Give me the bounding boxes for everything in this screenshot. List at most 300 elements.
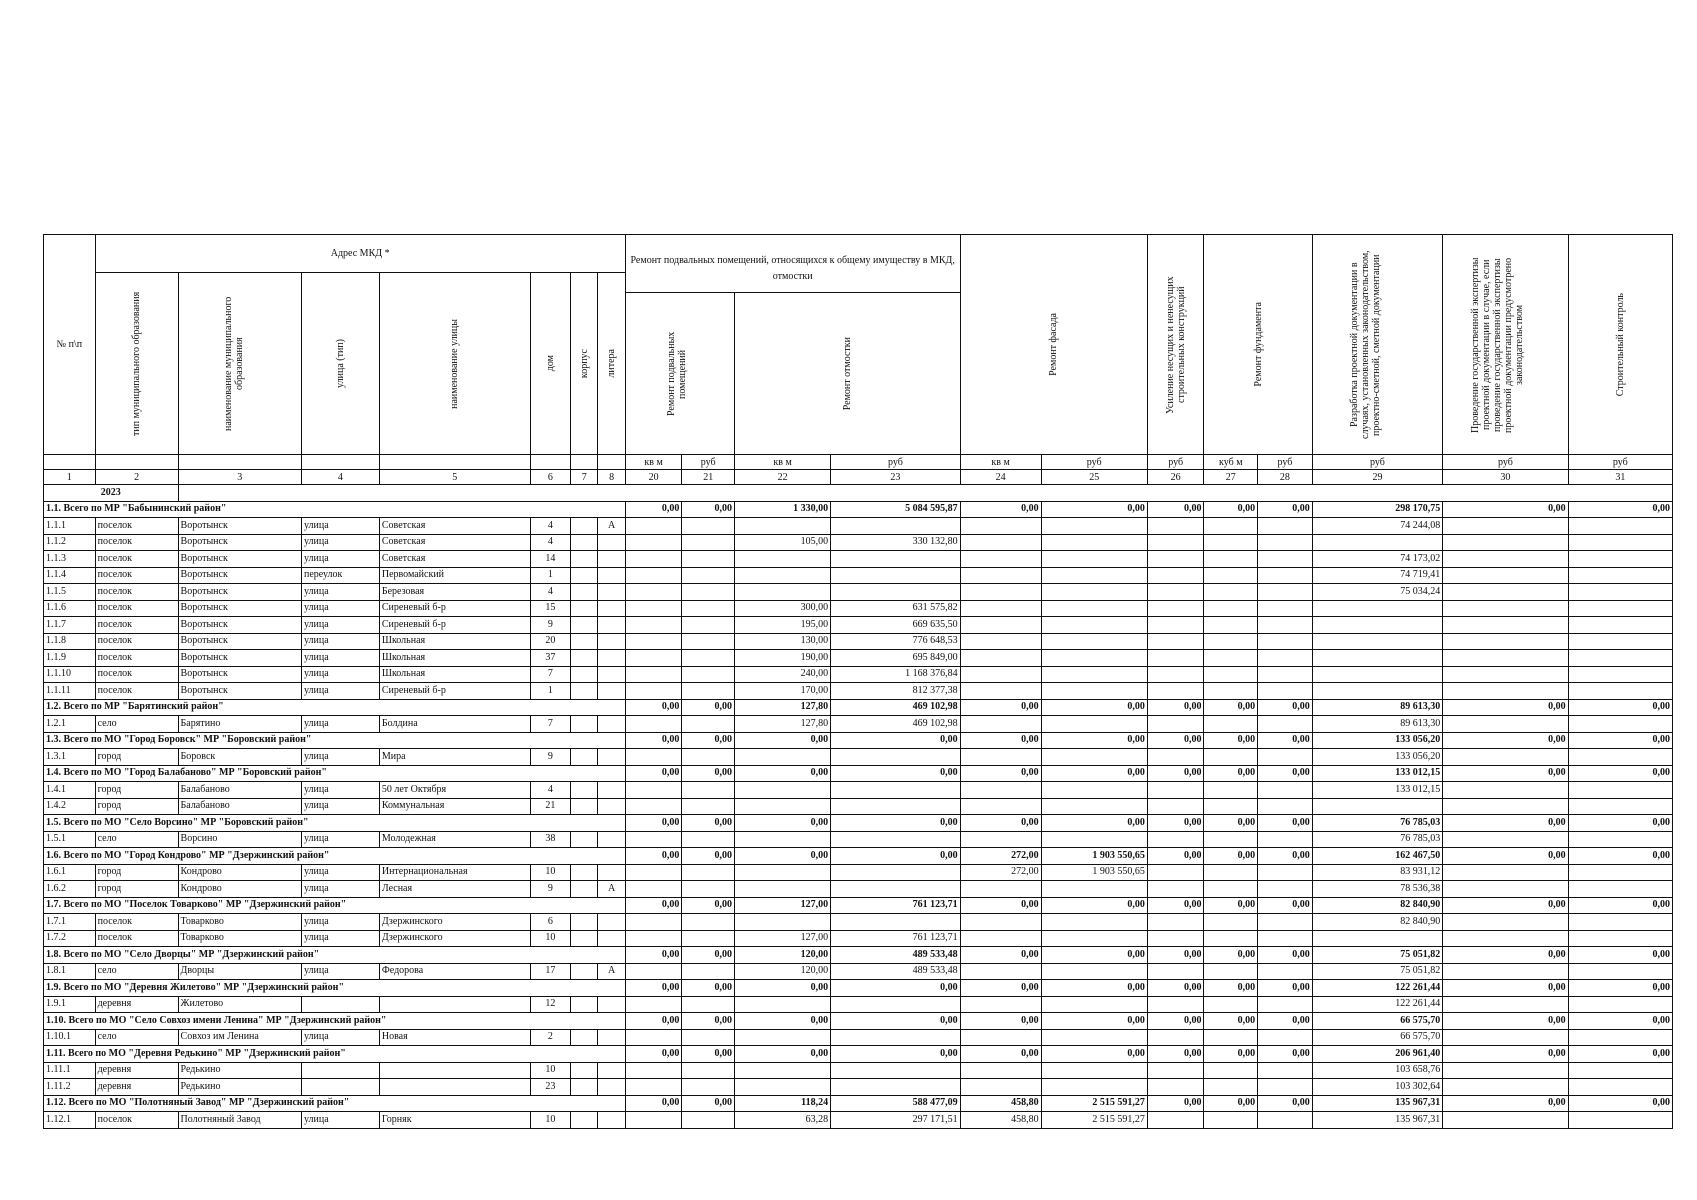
street-type: улица <box>301 617 379 634</box>
subtotal-title: 1.1. Всего по МР "Бабынинский район" <box>44 501 626 518</box>
value-cell <box>1041 584 1147 601</box>
value-cell <box>1147 930 1204 947</box>
mo-type: поселок <box>95 551 178 568</box>
house-number: 9 <box>530 881 570 898</box>
value-cell: 0,00 <box>625 947 682 964</box>
table-row <box>44 963 1673 980</box>
value-cell <box>1204 1079 1258 1096</box>
building-number <box>571 716 598 733</box>
value-cell: 0,00 <box>1258 1046 1313 1063</box>
value-cell: 761 123,71 <box>831 897 961 914</box>
value-cell <box>831 864 961 881</box>
value-cell <box>1258 782 1313 799</box>
value-cell <box>625 996 682 1013</box>
value-cell: 162 467,50 <box>1312 848 1443 865</box>
house-number: 10 <box>530 930 570 947</box>
value-cell <box>1204 567 1258 584</box>
value-cell <box>1041 914 1147 931</box>
value-cell: 0,00 <box>1443 1013 1568 1030</box>
house-number: 7 <box>530 716 570 733</box>
column-number: 23 <box>831 470 961 485</box>
value-cell <box>960 749 1041 766</box>
value-cell <box>1568 996 1672 1013</box>
value-cell <box>1568 683 1672 700</box>
value-cell <box>682 963 735 980</box>
building-number <box>571 864 598 881</box>
value-cell: 127,80 <box>735 699 831 716</box>
value-cell: 0,00 <box>1041 765 1147 782</box>
value-cell <box>1147 798 1204 815</box>
value-cell <box>1041 996 1147 1013</box>
street-type: улица <box>301 798 379 815</box>
street-name: Горняк <box>379 1112 530 1129</box>
subtotal-row <box>44 501 1673 518</box>
table-header <box>44 235 1673 485</box>
mo-name: Редькино <box>178 1062 301 1079</box>
subtotal-title: 1.10. Всего по МО "Село Совхоз имени Ленина" МР "Дзержинский район" <box>44 1013 626 1030</box>
value-cell <box>625 584 682 601</box>
value-cell: 0,00 <box>1204 815 1258 832</box>
value-cell: 0,00 <box>682 897 735 914</box>
value-cell <box>625 650 682 667</box>
value-cell <box>1568 881 1672 898</box>
row-number: 1.1.10 <box>44 666 96 683</box>
letter <box>598 1112 625 1129</box>
value-cell: 190,00 <box>735 650 831 667</box>
row-number: 1.9.1 <box>44 996 96 1013</box>
street-type: улица <box>301 633 379 650</box>
value-cell <box>960 600 1041 617</box>
value-cell: 78 536,38 <box>1312 881 1443 898</box>
street-name: Федорова <box>379 963 530 980</box>
value-cell <box>1568 864 1672 881</box>
value-cell: 0,00 <box>1147 848 1204 865</box>
value-cell <box>1443 666 1568 683</box>
subtotal-title: 1.6. Всего по МО "Город Кондрово" МР "Дзержинский район" <box>44 848 626 865</box>
value-cell: 0,00 <box>735 815 831 832</box>
street-type: улица <box>301 782 379 799</box>
value-cell <box>1204 683 1258 700</box>
value-cell <box>1204 996 1258 1013</box>
value-cell <box>1204 930 1258 947</box>
value-cell: 0,00 <box>831 765 961 782</box>
value-cell <box>682 930 735 947</box>
value-cell: 105,00 <box>735 534 831 551</box>
header-letter: литера <box>598 273 625 455</box>
value-cell <box>960 782 1041 799</box>
house-number: 10 <box>530 864 570 881</box>
value-cell: 0,00 <box>625 980 682 997</box>
table-row <box>44 650 1673 667</box>
subtotal-title: 1.5. Всего по МО "Село Ворсино" МР "Боровский район" <box>44 815 626 832</box>
letter <box>598 600 625 617</box>
value-cell: 0,00 <box>1147 897 1204 914</box>
value-cell: 0,00 <box>1147 1095 1204 1112</box>
value-cell <box>1568 831 1672 848</box>
street-type: улица <box>301 584 379 601</box>
street-type <box>301 1079 379 1096</box>
mo-name: Воротынск <box>178 617 301 634</box>
mo-type: поселок <box>95 600 178 617</box>
value-cell <box>1147 749 1204 766</box>
building-number <box>571 881 598 898</box>
value-cell: 1 330,00 <box>735 501 831 518</box>
value-cell <box>682 782 735 799</box>
value-cell: 0,00 <box>1443 732 1568 749</box>
house-number: 15 <box>530 600 570 617</box>
mo-name: Товарково <box>178 930 301 947</box>
value-cell <box>682 584 735 601</box>
column-number: 31 <box>1568 470 1672 485</box>
letter <box>598 716 625 733</box>
mo-name: Совхоз им Ленина <box>178 1029 301 1046</box>
value-cell <box>625 1112 682 1129</box>
value-cell <box>1147 881 1204 898</box>
value-cell: 0,00 <box>682 848 735 865</box>
value-cell: 66 575,70 <box>1312 1029 1443 1046</box>
building-number <box>571 930 598 947</box>
value-cell <box>735 996 831 1013</box>
house-number: 23 <box>530 1079 570 1096</box>
value-cell <box>735 749 831 766</box>
value-cell <box>1147 1112 1204 1129</box>
value-cell <box>1041 963 1147 980</box>
column-number: 7 <box>571 470 598 485</box>
value-cell: 0,00 <box>682 815 735 832</box>
document-sheet <box>43 234 1673 1129</box>
house-number: 17 <box>530 963 570 980</box>
table-row <box>44 996 1673 1013</box>
value-cell: 0,00 <box>1568 1046 1672 1063</box>
table-row <box>44 633 1673 650</box>
mo-name: Воротынск <box>178 518 301 535</box>
value-cell <box>1443 831 1568 848</box>
value-cell: 0,00 <box>1568 501 1672 518</box>
mo-type: поселок <box>95 930 178 947</box>
value-cell <box>682 666 735 683</box>
value-cell <box>1258 567 1313 584</box>
column-number: 8 <box>598 470 625 485</box>
value-cell: 0,00 <box>960 947 1041 964</box>
value-cell: 0,00 <box>625 848 682 865</box>
value-cell: 0,00 <box>625 732 682 749</box>
value-cell: 82 840,90 <box>1312 897 1443 914</box>
subtotal-title: 1.9. Всего по МО "Деревня Жилетово" МР "Дзержинский район" <box>44 980 626 997</box>
value-cell <box>625 633 682 650</box>
value-cell: 330 132,80 <box>831 534 961 551</box>
value-cell: 170,00 <box>735 683 831 700</box>
value-cell <box>960 1062 1041 1079</box>
value-cell <box>1041 1062 1147 1079</box>
mo-name: Жилетово <box>178 996 301 1013</box>
street-type: улица <box>301 864 379 881</box>
value-cell: 76 785,03 <box>1312 831 1443 848</box>
value-cell: 127,80 <box>735 716 831 733</box>
value-cell <box>735 518 831 535</box>
value-cell <box>625 551 682 568</box>
value-cell <box>1568 716 1672 733</box>
row-number: 1.3.1 <box>44 749 96 766</box>
value-cell <box>625 914 682 931</box>
building-number <box>571 1029 598 1046</box>
value-cell: 0,00 <box>735 848 831 865</box>
header-construction-control: Строительный контроль <box>1568 235 1672 455</box>
value-cell <box>625 600 682 617</box>
value-cell: 0,00 <box>1258 765 1313 782</box>
value-cell <box>625 1079 682 1096</box>
value-cell: 489 533,48 <box>831 947 961 964</box>
unit-cell: руб <box>1568 455 1672 470</box>
value-cell <box>1204 617 1258 634</box>
row-number: 1.1.11 <box>44 683 96 700</box>
subtotal-row <box>44 1013 1673 1030</box>
value-cell <box>682 567 735 584</box>
house-number: 21 <box>530 798 570 815</box>
unit-cell: руб <box>1443 455 1568 470</box>
value-cell: 0,00 <box>1443 699 1568 716</box>
value-cell: 0,00 <box>625 815 682 832</box>
letter <box>598 914 625 931</box>
value-cell <box>625 963 682 980</box>
house-number: 1 <box>530 683 570 700</box>
table-row <box>44 914 1673 931</box>
letter <box>598 798 625 815</box>
value-cell <box>831 1029 961 1046</box>
value-cell <box>1312 683 1443 700</box>
header-foundation: Ремонт фундамента <box>1204 235 1312 455</box>
value-cell <box>1568 1112 1672 1129</box>
value-cell <box>1041 551 1147 568</box>
value-cell <box>1568 914 1672 931</box>
value-cell: 0,00 <box>1568 699 1672 716</box>
street-name: Коммунальная <box>379 798 530 815</box>
value-cell <box>1204 551 1258 568</box>
value-cell <box>1041 567 1147 584</box>
header-basement-group: Ремонт подвальных помещений, относящихся к общему имуществу в МКД, отмостки <box>625 235 960 293</box>
value-cell <box>1443 749 1568 766</box>
value-cell: 0,00 <box>1204 732 1258 749</box>
street-name: Молодежная <box>379 831 530 848</box>
value-cell: 0,00 <box>1258 815 1313 832</box>
house-number: 9 <box>530 749 570 766</box>
street-name: Сиреневый б-р <box>379 600 530 617</box>
value-cell <box>1443 782 1568 799</box>
subtotal-row <box>44 980 1673 997</box>
building-number <box>571 782 598 799</box>
subtotal-row <box>44 699 1673 716</box>
row-number: 1.1.7 <box>44 617 96 634</box>
value-cell <box>1258 650 1313 667</box>
value-cell <box>1312 930 1443 947</box>
street-type: улица <box>301 749 379 766</box>
value-cell: 0,00 <box>1204 848 1258 865</box>
building-number <box>571 683 598 700</box>
value-cell: 0,00 <box>1147 765 1204 782</box>
column-number: 1 <box>44 470 96 485</box>
value-cell: 0,00 <box>1443 980 1568 997</box>
value-cell: 195,00 <box>735 617 831 634</box>
mo-type: поселок <box>95 617 178 634</box>
table-row <box>44 798 1673 815</box>
letter <box>598 930 625 947</box>
value-cell <box>682 1062 735 1079</box>
value-cell <box>735 584 831 601</box>
column-number: 27 <box>1204 470 1258 485</box>
subtotal-row <box>44 1046 1673 1063</box>
value-cell <box>1204 1062 1258 1079</box>
value-cell <box>1041 782 1147 799</box>
value-cell <box>831 831 961 848</box>
row-number: 1.1.2 <box>44 534 96 551</box>
house-number: 4 <box>530 584 570 601</box>
header-street-type: улица (тип) <box>301 273 379 455</box>
unit-cell: руб <box>1147 455 1204 470</box>
value-cell: 63,28 <box>735 1112 831 1129</box>
letter: А <box>598 881 625 898</box>
letter <box>598 617 625 634</box>
mo-type: поселок <box>95 683 178 700</box>
value-cell <box>735 1079 831 1096</box>
row-number: 1.1.4 <box>44 567 96 584</box>
value-cell <box>1204 633 1258 650</box>
subtotal-row <box>44 947 1673 964</box>
value-cell <box>1258 584 1313 601</box>
value-cell: 0,00 <box>1147 815 1204 832</box>
value-cell <box>1568 650 1672 667</box>
value-cell <box>1443 798 1568 815</box>
value-cell: 0,00 <box>1204 897 1258 914</box>
value-cell <box>1258 716 1313 733</box>
value-cell: 127,00 <box>735 930 831 947</box>
value-cell <box>1568 1029 1672 1046</box>
value-cell <box>625 534 682 551</box>
value-cell <box>960 551 1041 568</box>
value-cell <box>1568 749 1672 766</box>
subtotal-row <box>44 897 1673 914</box>
value-cell: 0,00 <box>960 815 1041 832</box>
value-cell: 0,00 <box>1204 699 1258 716</box>
street-name: Мира <box>379 749 530 766</box>
street-name: Дзержинского <box>379 930 530 947</box>
value-cell <box>1147 683 1204 700</box>
value-cell: 0,00 <box>831 980 961 997</box>
mo-name: Ворсино <box>178 831 301 848</box>
row-number: 1.2.1 <box>44 716 96 733</box>
row-number: 1.1.5 <box>44 584 96 601</box>
value-cell <box>682 798 735 815</box>
header-facade: Ремонт фасада <box>960 235 1147 455</box>
value-cell <box>1041 1079 1147 1096</box>
column-number: 5 <box>379 470 530 485</box>
year-row <box>44 485 1673 502</box>
value-cell: 0,00 <box>1568 848 1672 865</box>
value-cell: 0,00 <box>831 815 961 832</box>
value-cell <box>682 749 735 766</box>
mo-type: село <box>95 1029 178 1046</box>
mo-type: поселок <box>95 650 178 667</box>
letter <box>598 831 625 848</box>
street-name <box>379 1079 530 1096</box>
value-cell <box>1041 683 1147 700</box>
header-design-docs: Разработка проектной документации в случаях, установленных законодательством, проектно-сметной, сметной документации <box>1312 235 1443 455</box>
street-type: улица <box>301 650 379 667</box>
value-cell: 0,00 <box>682 1013 735 1030</box>
building-number <box>571 534 598 551</box>
street-name: Советская <box>379 518 530 535</box>
value-cell: 0,00 <box>1568 980 1672 997</box>
value-cell <box>1147 996 1204 1013</box>
value-cell <box>1147 551 1204 568</box>
mo-name: Боровск <box>178 749 301 766</box>
value-cell <box>1204 600 1258 617</box>
mo-name: Редькино <box>178 1079 301 1096</box>
value-cell: 0,00 <box>625 1046 682 1063</box>
units-row <box>44 455 1673 470</box>
building-number <box>571 617 598 634</box>
row-number: 1.1.3 <box>44 551 96 568</box>
street-name: 50 лет Октября <box>379 782 530 799</box>
street-type: улица <box>301 930 379 947</box>
value-cell <box>1204 881 1258 898</box>
value-cell: 0,00 <box>1204 501 1258 518</box>
subtotal-title: 1.2. Всего по МР "Барятинский район" <box>44 699 626 716</box>
row-number: 1.7.2 <box>44 930 96 947</box>
value-cell: 0,00 <box>682 699 735 716</box>
value-cell: 5 084 595,87 <box>831 501 961 518</box>
value-cell: 0,00 <box>1258 501 1313 518</box>
mo-name: Кондрово <box>178 864 301 881</box>
value-cell: 0,00 <box>735 765 831 782</box>
value-cell <box>1258 930 1313 947</box>
value-cell: 272,00 <box>960 864 1041 881</box>
value-cell <box>1041 534 1147 551</box>
value-cell <box>960 650 1041 667</box>
value-cell: 588 477,09 <box>831 1095 961 1112</box>
mo-name: Полотняный Завод <box>178 1112 301 1129</box>
column-number: 2 <box>95 470 178 485</box>
value-cell: 135 967,31 <box>1312 1112 1443 1129</box>
value-cell: 0,00 <box>960 1013 1041 1030</box>
value-cell: 1 168 376,84 <box>831 666 961 683</box>
value-cell <box>1204 1112 1258 1129</box>
street-type: улица <box>301 666 379 683</box>
value-cell <box>1312 600 1443 617</box>
value-cell: 75 051,82 <box>1312 963 1443 980</box>
value-cell: 75 034,24 <box>1312 584 1443 601</box>
value-cell: 0,00 <box>1443 1095 1568 1112</box>
value-cell <box>1258 798 1313 815</box>
building-number <box>571 831 598 848</box>
row-number: 1.8.1 <box>44 963 96 980</box>
value-cell <box>735 782 831 799</box>
value-cell: 103 658,76 <box>1312 1062 1443 1079</box>
value-cell: 0,00 <box>1568 1095 1672 1112</box>
table-row <box>44 600 1673 617</box>
value-cell <box>831 567 961 584</box>
value-cell <box>1568 782 1672 799</box>
mo-type: поселок <box>95 666 178 683</box>
table-row <box>44 567 1673 584</box>
house-number: 38 <box>530 831 570 848</box>
street-type <box>301 1062 379 1079</box>
value-cell <box>682 518 735 535</box>
value-cell <box>682 881 735 898</box>
value-cell <box>1443 600 1568 617</box>
value-cell <box>625 782 682 799</box>
mo-name: Воротынск <box>178 551 301 568</box>
value-cell: 122 261,44 <box>1312 996 1443 1013</box>
building-number <box>571 551 598 568</box>
